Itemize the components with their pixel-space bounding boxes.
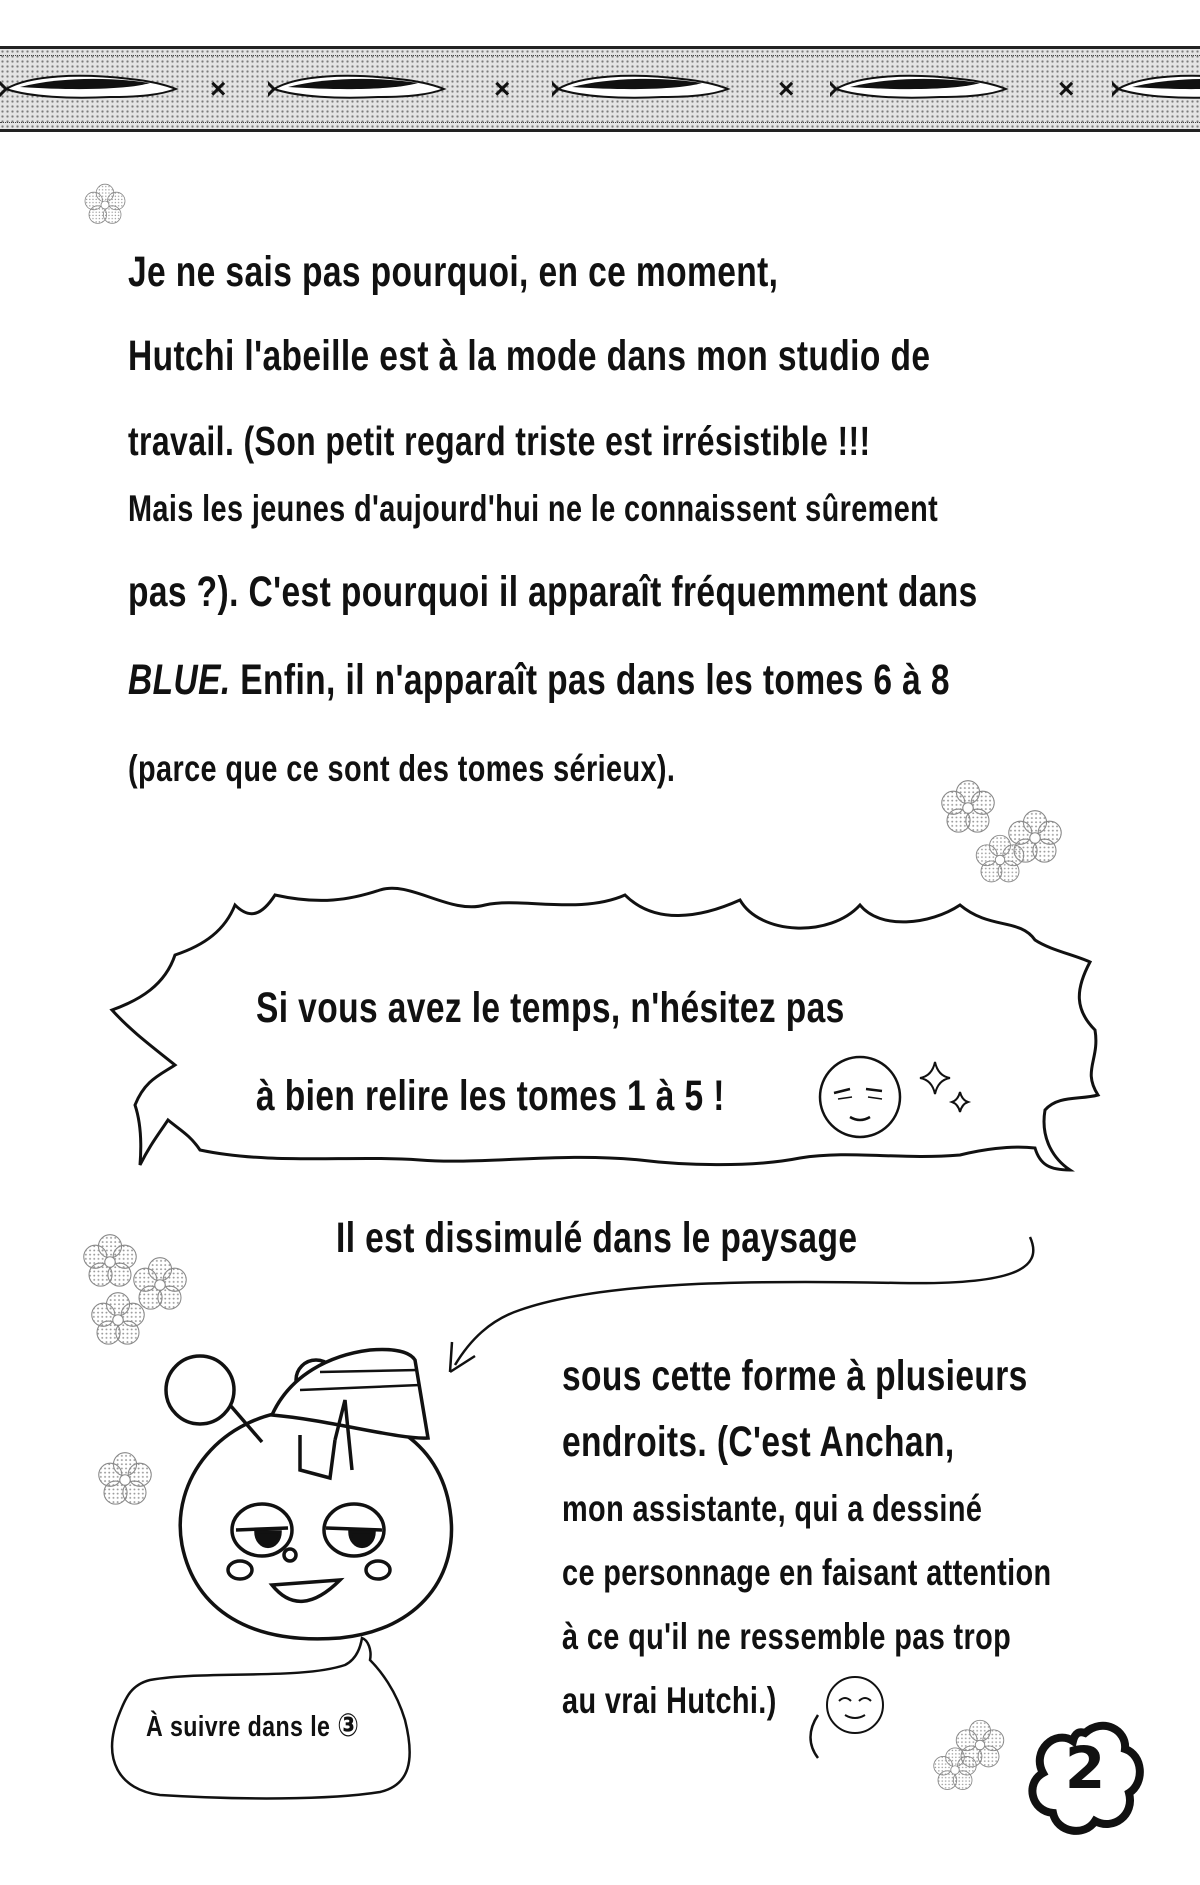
paragraph-text: Enfin, il n'apparaît pas dans les tomes 6 à 8 xyxy=(230,656,950,704)
small-bubble-text xyxy=(146,1706,359,1744)
bracket-icon xyxy=(811,1715,819,1758)
cross-icon: × xyxy=(210,73,227,104)
flower-icon xyxy=(85,184,125,223)
page-number-badge xyxy=(1030,1720,1140,1830)
circled-number: ③ xyxy=(337,1706,360,1744)
paragraph-line: Hutchi l'abeille est à la mode dans mon studio de xyxy=(128,332,931,380)
bubble-line: à bien relire les tomes 1 à 5 ! xyxy=(256,1072,725,1120)
cross-icon: × xyxy=(494,73,511,104)
bubble-line: Si vous avez le temps, n'hésitez pas xyxy=(256,984,845,1032)
paragraph-line: travail. (Son petit regard triste est irrésistible !!! xyxy=(128,418,871,464)
flower-icon xyxy=(84,1235,137,1286)
paragraph-line: (parce que ce sont des tomes sérieux). xyxy=(128,748,676,789)
paragraph-line: Je ne sais pas pourquoi, en ce moment, xyxy=(128,248,779,296)
caption-line: sous cette forme à plusieurs xyxy=(562,1352,1028,1400)
paragraph-line: Mais les jeunes d'aujourd'hui ne le connaissent sûrement xyxy=(128,488,939,529)
smiley-icon xyxy=(827,1677,883,1733)
flower-icon xyxy=(92,1293,145,1344)
paragraph-line: pas ?). C'est pourquoi il apparaît fréquemment dans xyxy=(128,568,978,616)
caption-line: ce personnage en faisant attention xyxy=(562,1552,1052,1593)
sparkle-icon xyxy=(920,1062,968,1112)
flower-icon xyxy=(99,1453,152,1504)
caption-line: mon assistante, qui a dessiné xyxy=(562,1488,983,1529)
flower-icon xyxy=(134,1258,187,1309)
smiley-icon xyxy=(820,1057,900,1137)
manga-title: BLUE. xyxy=(128,656,231,704)
caption-line: endroits. (C'est Anchan, xyxy=(562,1418,955,1466)
bee-character xyxy=(166,1349,452,1638)
caption-top: Il est dissimulé dans le paysage xyxy=(336,1214,858,1262)
flower-icon xyxy=(942,781,995,832)
caption-line: à ce qu'il ne ressemble pas trop xyxy=(562,1616,1012,1657)
small-bubble-label: À suivre dans le xyxy=(146,1711,331,1743)
paragraph-line xyxy=(128,656,950,705)
page-number: 2 xyxy=(1064,1734,1106,1802)
caption-line: au vrai Hutchi.) xyxy=(562,1680,777,1721)
cross-icon: × xyxy=(1058,73,1075,104)
cross-icon: × xyxy=(778,73,795,104)
